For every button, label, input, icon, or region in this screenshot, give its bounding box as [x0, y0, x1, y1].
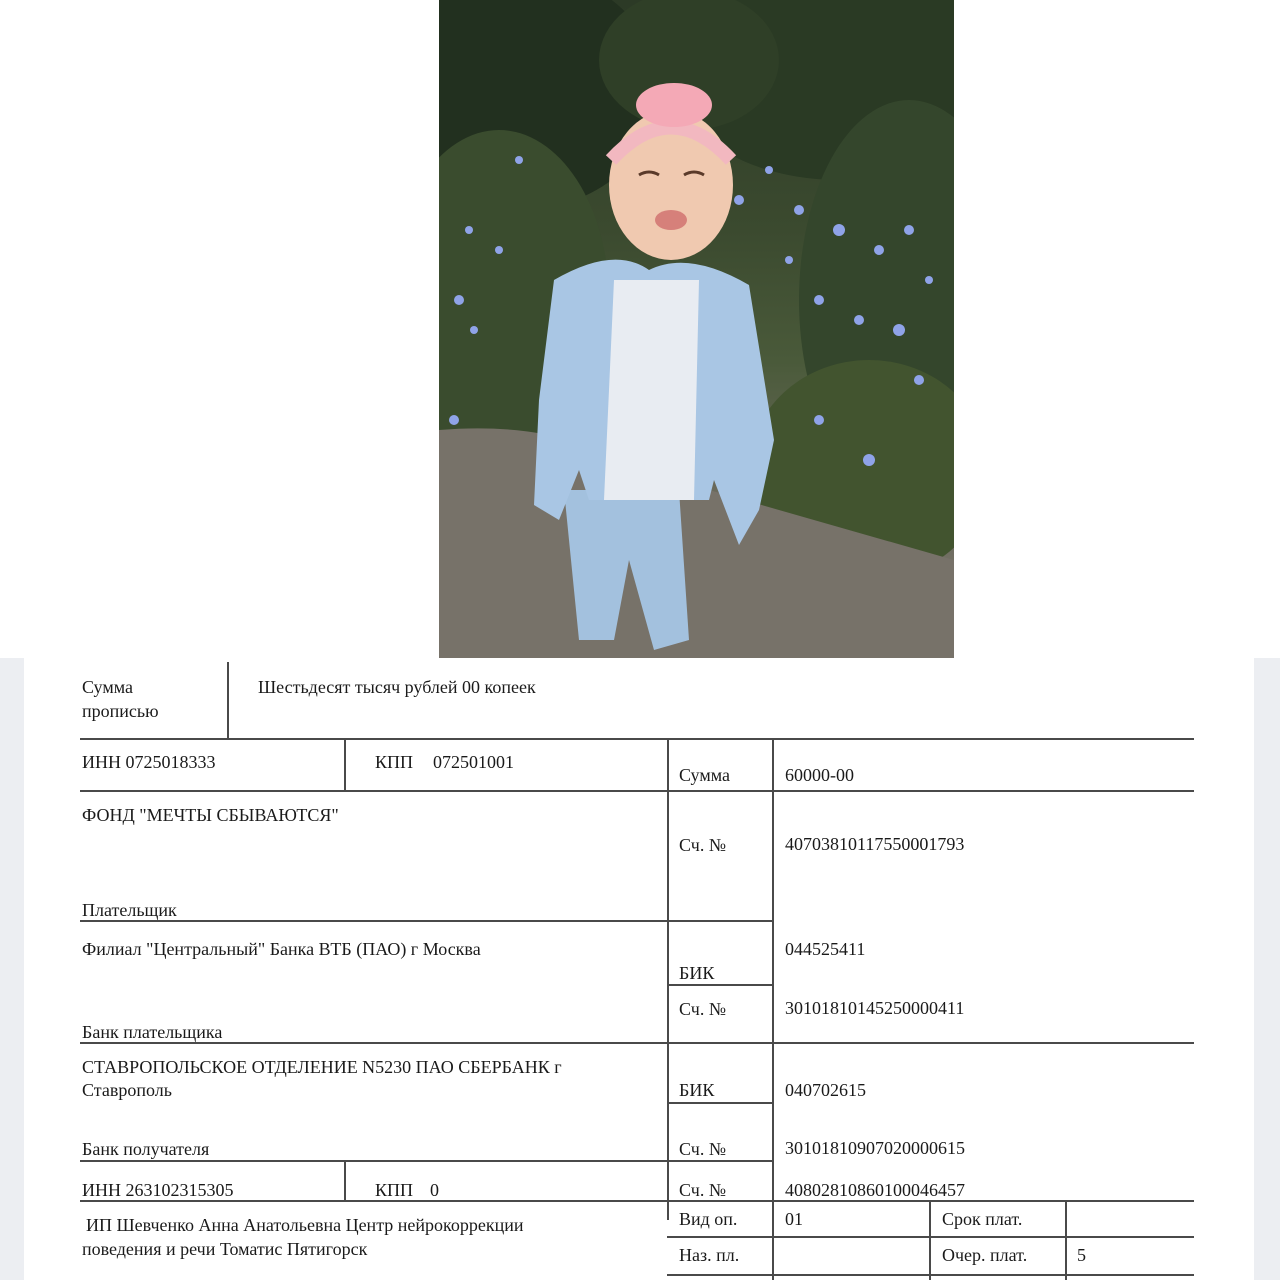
divider	[667, 984, 774, 986]
recipient-account-label: Сч. №	[679, 1180, 726, 1200]
op-type: 01	[785, 1209, 803, 1229]
recipient-inn: ИНН 263102315305	[82, 1180, 234, 1200]
divider	[344, 1160, 346, 1200]
purpose-code-label: Наз. пл.	[679, 1245, 740, 1265]
payer-label: Плательщик	[82, 900, 177, 920]
payment-order-form	[24, 658, 1254, 1280]
divider	[80, 738, 1194, 740]
lips	[655, 210, 687, 230]
recipient-bank-account-label: Сч. №	[679, 1139, 726, 1159]
recipient-name: ИП Шевченко Анна Анатольевна Центр нейрокоррекции	[86, 1215, 524, 1235]
divider	[344, 738, 346, 790]
recipient-bank-label: Банк получателя	[82, 1139, 210, 1159]
divider	[929, 1200, 931, 1280]
amount-words-label: прописью	[82, 701, 159, 721]
payer-bank-bik-label: БИК	[679, 963, 715, 983]
recipient-account: 40802810860100046457	[785, 1180, 965, 1200]
payer-bank-name: Филиал "Центральный" Банка ВТБ (ПАО) г Москва	[82, 939, 481, 959]
payer-bank-account: 30101810145250000411	[785, 998, 965, 1018]
divider	[667, 1102, 774, 1104]
recipient-kpp-label: КПП	[375, 1180, 414, 1200]
recipient-bank-account: 30101810907020000615	[785, 1138, 965, 1158]
payer-account-label: Сч. №	[679, 835, 726, 855]
recipient-bank-bik: 040702615	[785, 1080, 866, 1100]
divider	[667, 1274, 1194, 1276]
term-label: Срок плат.	[942, 1209, 1023, 1229]
divider	[667, 738, 669, 1220]
recipient-bank-name: Ставрополь	[82, 1080, 172, 1100]
payer-bank-bik: 044525411	[785, 939, 866, 959]
white-shirt	[604, 280, 699, 500]
payer-name: ФОНД "МЕЧТЫ СБЫВАЮТСЯ"	[82, 805, 339, 825]
payer-inn: ИНН 0725018333	[82, 752, 216, 772]
page-margin-left	[0, 658, 24, 1280]
recipient-name: поведения и речи Томатис Пятигорск	[82, 1239, 368, 1259]
recipient-kpp: 0	[430, 1180, 439, 1200]
amount-words: Шестьдесят тысяч рублей 00 копеек	[258, 677, 536, 697]
priority-label: Очер. плат.	[942, 1245, 1028, 1265]
divider	[80, 790, 1194, 792]
child-photo	[439, 0, 954, 658]
divider	[1065, 1200, 1067, 1280]
payer-bank-account-label: Сч. №	[679, 999, 726, 1019]
divider	[80, 1160, 774, 1162]
divider	[227, 662, 229, 738]
divider	[80, 1200, 1194, 1202]
divider	[772, 738, 774, 1280]
payer-account: 40703810117550001793	[785, 834, 965, 854]
amount-words-label: Сумма	[82, 677, 133, 697]
payer-bank-label: Банк плательщика	[82, 1022, 223, 1042]
page-margin-right	[1254, 658, 1280, 1280]
pink-bow	[636, 83, 712, 127]
amount-label: Сумма	[679, 765, 730, 785]
divider	[80, 920, 774, 922]
recipient-bank-bik-label: БИК	[679, 1080, 715, 1100]
recipient-bank-name: СТАВРОПОЛЬСКОЕ ОТДЕЛЕНИЕ N5230 ПАО СБЕРБАНК г	[82, 1057, 562, 1077]
divider	[667, 1236, 1194, 1238]
payer-kpp-label: КПП	[375, 752, 414, 772]
divider	[80, 1042, 1194, 1044]
amount-value: 60000-00	[785, 765, 854, 785]
op-type-label: Вид оп.	[679, 1209, 738, 1229]
payer-kpp: 072501001	[433, 752, 514, 772]
child-photo-illustration	[439, 0, 954, 658]
priority: 5	[1077, 1245, 1086, 1265]
